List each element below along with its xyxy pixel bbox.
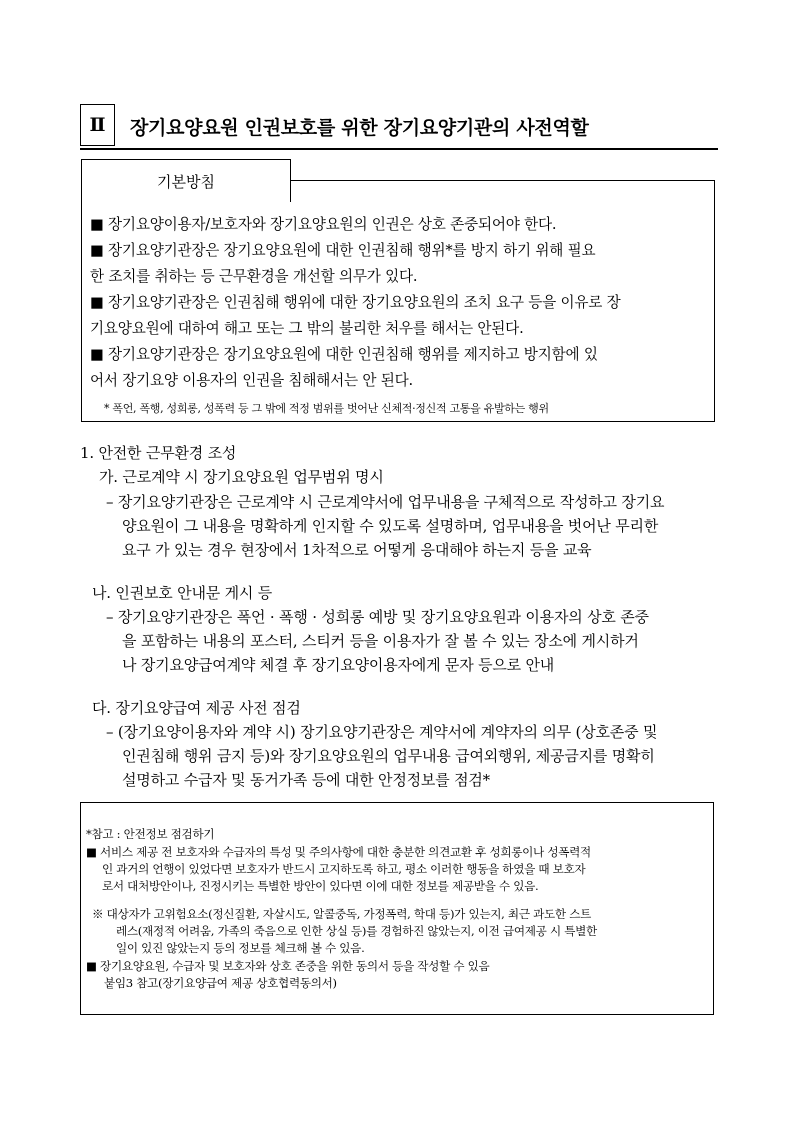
policy-line: 어서 장기요양 이용자의 인권을 침해해서는 안 된다. — [90, 372, 413, 389]
paragraph-line: 설명하고 수급자 및 동거가족 등에 대한 안정정보를 점검* — [122, 771, 490, 789]
reference-note-line: 일이 있진 않았는지 등의 정보를 체크해 볼 수 있음. — [116, 941, 365, 955]
reference-note-line: ※ 대상자가 고위험요소(정신질환, 자살시도, 알콜중독, 가정폭력, 학대 등)가 있는지, 최근 과도한 스트 — [92, 907, 591, 921]
reference-line: 로서 대처방안이나, 진정시키는 특별한 방안이 있다면 이에 대한 정보를 제공받을 수 있음. — [102, 879, 539, 893]
basic-policy-tab: 기본방침 — [81, 159, 291, 202]
policy-line: ■ 장기요양이용자/보호자와 장기요양요원의 인권은 상호 존중되어야 한다. — [90, 216, 557, 233]
policy-line: ■ 장기요양기관장은 장기요양요원에 대한 인권침해 행위*를 방지 하기 위해 필요 — [90, 242, 596, 259]
paragraph-line: – (장기요양이용자와 계약 시) 장기요양기관장은 계약서에 계약자의 의무 (상호존중 및 — [106, 723, 658, 741]
subheading-a: 가. 근로계약 시 장기요양요원 업무범위 명시 — [99, 468, 384, 486]
subheading-b: 나. 인권보호 안내문 게시 등 — [92, 584, 273, 602]
reference-line: ■ 서비스 제공 전 보호자와 수급자의 특성 및 주의사항에 대한 충분한 의견교환 후 성희롱이나 성폭력적 — [86, 845, 591, 859]
section-header — [80, 104, 718, 150]
policy-footnote: * 폭언, 폭행, 성희롱, 성폭력 등 그 밖에 적정 범위를 벗어난 신체적·정신적 고통을 유발하는 행위 — [104, 402, 549, 415]
paragraph-line: 양요원이 그 내용을 명확하게 인지할 수 있도록 설명하며, 업무내용을 벗어난 무리한 — [122, 517, 659, 535]
reference-note-line: 레스(재정적 어려움, 가족의 죽음으로 인한 상실 등)를 경험하진 않았는지, 이전 급여제공 시 특별한 — [116, 924, 597, 938]
policy-line: ■ 장기요양기관장은 장기요양요원에 대한 인권침해 행위를 제지하고 방지함에 있 — [90, 346, 598, 363]
reference-line: 인 과거의 언행이 있었다면 보호자가 반드시 고지하도록 하고, 평소 이러한 행동을 하였을 때 보호자 — [102, 862, 586, 876]
paragraph-line: – 장기요양기관장은 폭언 · 폭행 · 성희롱 예방 및 장기요양요원과 이용자의 상호 존중 — [106, 608, 649, 626]
section-numeral: Ⅱ — [80, 104, 115, 146]
policy-line: 한 조치를 취하는 등 근무환경을 개선할 의무가 있다. — [90, 268, 418, 285]
policy-line: 기요양요원에 대하여 해고 또는 그 밖의 불리한 처우를 해서는 안된다. — [90, 320, 524, 337]
paragraph-line: – 장기요양기관장은 근로계약 시 근로계약서에 업무내용을 구체적으로 작성하고 장기요 — [106, 493, 665, 511]
tab-divider-edge — [714, 180, 715, 202]
tab-divider-line — [290, 180, 715, 181]
paragraph-line: 요구 가 있는 경우 현장에서 1차적으로 어떻게 응대해야 하는지 등을 교육 — [122, 541, 592, 559]
heading-1: 1. 안전한 근무환경 조성 — [80, 444, 237, 462]
reference-line: 붙임3 참고(장기요양급여 제공 상호협력동의서) — [104, 976, 337, 990]
reference-title: *참고 : 안전정보 점검하기 — [86, 827, 215, 841]
section-title: 장기요양요원 인권보호를 위한 장기요양기관의 사전역할 — [130, 117, 589, 139]
paragraph-line: 인권침해 행위 금지 등)와 장기요양요원의 업무내용 급여외행위, 제공금지를 명확히 — [122, 747, 655, 765]
subheading-c: 다. 장기요양급여 제공 사전 점검 — [92, 699, 301, 717]
paragraph-line: 을 포함하는 내용의 포스터, 스티커 등을 이용자가 잘 볼 수 있는 장소에 게시하거 — [122, 632, 639, 650]
reference-line: ■ 장기요양요원, 수급자 및 보호자와 상호 존중을 위한 동의서 등을 작성할 수 있음 — [86, 959, 490, 973]
paragraph-line: 나 장기요양급여계약 체결 후 장기요양이용자에게 문자 등으로 안내 — [122, 656, 555, 674]
policy-line: ■ 장기요양기관장은 인권침해 행위에 대한 장기요양요원의 조치 요구 등을 이유로 장 — [90, 294, 621, 311]
